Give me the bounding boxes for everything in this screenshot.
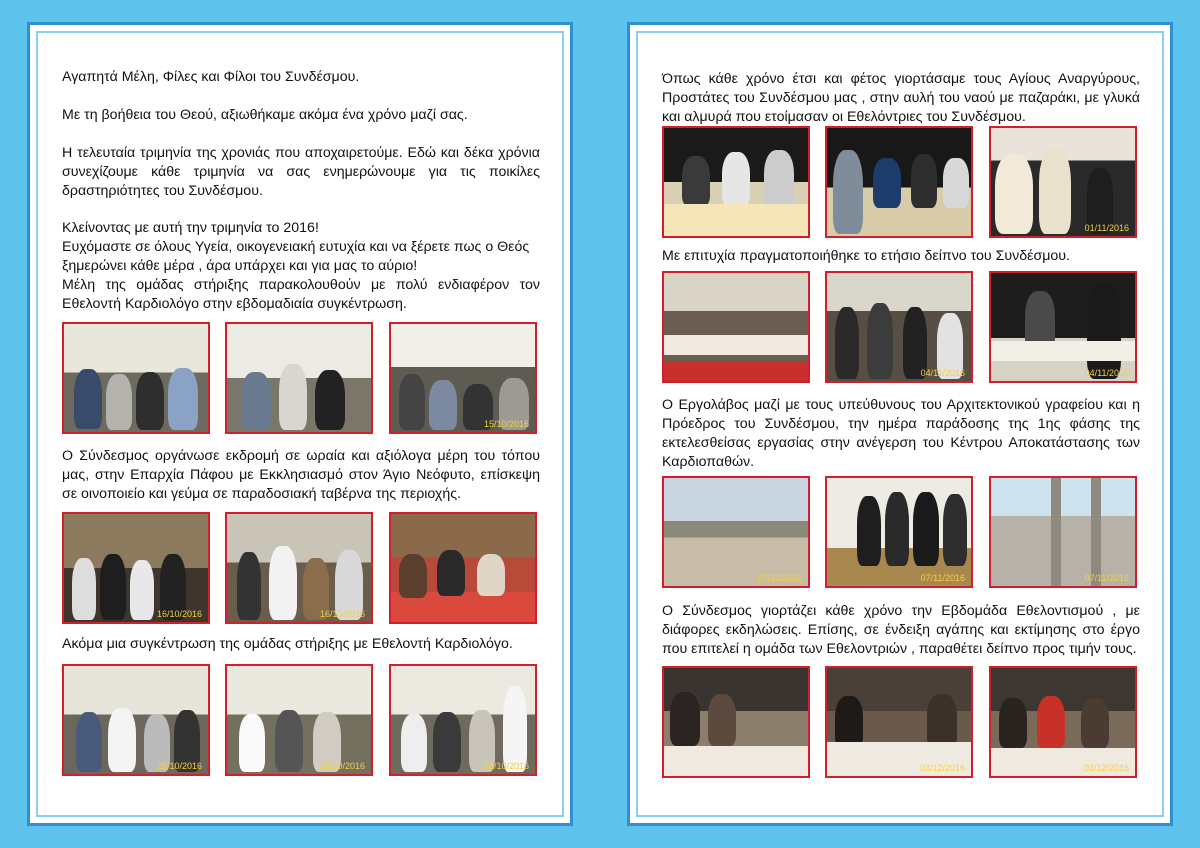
dinner-text: Με επιτυχία πραγματοποιήθηκε το ετήσιο δείπνο του Συνδέσμου.	[662, 248, 1070, 264]
intro-text: Με τη βοήθεια του Θεού, αξιωθήκαμε ακόμα ένα χρόνο μαζί σας.	[62, 107, 468, 123]
photo-meeting-3: 15/10/2016	[389, 322, 537, 434]
photo-dinner-2: 04/11/2016	[825, 271, 973, 383]
support-group-text: Ακόμα μια συγκέντρωση της ομάδας στήριξης με Εθελοντή Καρδιολόγο.	[62, 636, 513, 652]
greeting-text: Αγαπητά Μέλη, Φίλες και Φίλοι του Συνδέσμου.	[62, 69, 360, 85]
photo-volunteers-dinner-2: 03/12/2016	[825, 666, 973, 778]
photo-construction-3: 07/11/2016	[989, 476, 1137, 588]
photo-excursion-3	[389, 512, 537, 624]
anargyroi-text: Όπως κάθε χρόνο έτσι και φέτος γιορτάσαμε τους Αγίους Αναργύρους, Προστάτες του Συνδέσμου μας , στην αυλή του ναού με παζαράκι, με γλυκά και αλμυρά που ετοίμασαν οι Εθελόντριες του Συνδέσμου.	[662, 71, 1140, 125]
photo-volunteers-dinner-3: 03/12/2016	[989, 666, 1137, 778]
photo-meeting-1	[62, 322, 210, 434]
quarter-note-text: Η τελευταία τριμηνία της χρονιάς που αποχαιρετούμε. Εδώ και δέκα χρόνια συνεχίζουμε κάθε τριμηνία να σας ενημερώνουμε για τις ποικίλες δραστηριότητες του Συνδέσμου.	[62, 145, 540, 199]
photo-construction-2: 07/11/2016	[825, 476, 973, 588]
closing-line2: Ευχόμαστε σε όλους Υγεία, οικογενειακή ευτυχία και να ξέρετε πως ο Θεός ξημερώνει κάθε μέρα , άρα υπάρχει και για μας το αύριο!	[62, 239, 530, 274]
photo-dinner-1	[662, 271, 810, 383]
photo-excursion-1: 16/10/2016	[62, 512, 210, 624]
photo-volunteers-dinner-1	[662, 666, 810, 778]
photo-support-3: 28/10/2016	[389, 664, 537, 776]
photo-bazaar-1	[662, 126, 810, 238]
volunteer-week-text: Ο Σύνδεσμος γιορτάζει κάθε χρόνο την Εβδομάδα Εθελοντισμού , με διάφορες εκδηλώσεις. Επίσης, σε ένδειξη αγάπης και εκτίμησης στο έργο που επιτελεί η ομάδα των Εθελοντριών , παραθέτει δείπνο προς τιμήν τους.	[662, 603, 1140, 657]
photo-meeting-2	[225, 322, 373, 434]
contractor-text: Ο Εργολάβος μαζί με τους υπεύθυνους του Αρχιτεκτονικού γραφείου και η Πρόεδρος του Συνδέσμου, την ημέρα παράδοσης της 1ης φάσης της εκτελεσθείσας εργασίας στην ανέγερση του Κέντρου Αποκατάστασης των Καρδιοπαθών.	[662, 397, 1140, 470]
excursion-text: Ο Σύνδεσμος οργάνωσε εκδρομή σε ωραία και αξιόλογα μέρη του τόπου μας, στην Επαρχία Πάφου με Εκκλησιασμό στον Άγιο Νεόφυτο, επίσκεψη σε οινοποιείο και γεύμα σε παραδοσιακή ταβέρνα της περιοχής.	[62, 448, 540, 502]
photo-excursion-2: 16/10/2016	[225, 512, 373, 624]
cardiologist-text: Μέλη της ομάδας στήριξης παρακολουθούν με πολύ ενδιαφέρον τον Εθελοντή Καρδιολόγο στην εβδομαδιαία συγκέντρωση.	[62, 277, 540, 312]
photo-bazaar-3: 01/11/2016	[989, 126, 1137, 238]
photo-support-1: 28/10/2016	[62, 664, 210, 776]
photo-dinner-3: 04/11/2016	[989, 271, 1137, 383]
photo-construction-1: 07/11/2016	[662, 476, 810, 588]
photo-support-2: 28/10/2016	[225, 664, 373, 776]
photo-bazaar-2	[825, 126, 973, 238]
closing-line1: Κλείνοντας με αυτή την τριμηνία το 2016!	[62, 220, 319, 236]
